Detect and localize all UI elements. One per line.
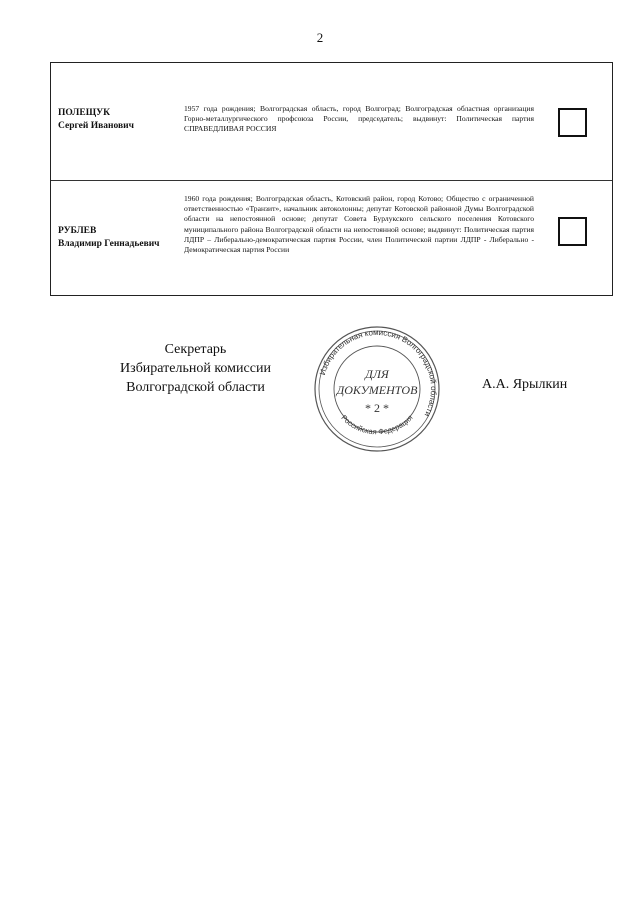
candidate-name — [58, 107, 183, 133]
stamp-ring-text: Избирательная комиссия Волгоградской области — [317, 327, 439, 419]
signatory-title-line: Избирательной комиссии — [120, 361, 271, 376]
candidate-given-names: Сергей Иванович — [58, 121, 134, 131]
ballot-table — [50, 62, 613, 296]
signatory-title — [108, 340, 283, 397]
vote-checkbox[interactable] — [558, 217, 587, 246]
vote-checkbox[interactable] — [558, 108, 587, 137]
signatory-title-line: Волгоградской области — [126, 380, 265, 395]
signatory-title-line: Секретарь — [164, 342, 227, 357]
candidate-description: 1960 года рождения; Волгоградская область, Котовский район, город Котово; Общество с ограниченной ответственностью «Транзит», начальник автоколонны; депутат Котовской районной Думы Волгоградской области на непостоянной основе; депутат Совета Бурлукского сельского поселения Котовского муниципального района Волгоградской области на непостоянной основе; выдвинут: Политическая партия ЛДПР – Либерально-демократическая партия России, член Политической партии ЛДПР - Либерально - Демократическая партия России — [184, 194, 534, 255]
candidate-given-names: Владимир Геннадьевич — [58, 239, 160, 249]
stamp-center-number: * 2 * — [365, 401, 389, 415]
candidate-row — [51, 181, 612, 295]
stamp-center-line: ДОКУМЕНТОВ — [336, 383, 418, 397]
page-number: 2 — [316, 30, 324, 45]
candidate-row — [51, 63, 612, 181]
candidate-surname: ПОЛЕЩУК — [58, 108, 111, 118]
signatory-name: А.А. Ярылкин — [482, 377, 568, 392]
candidate-name — [58, 225, 183, 251]
official-stamp — [312, 324, 442, 454]
stamp-center-line: ДЛЯ — [365, 367, 389, 381]
stamp-ring-bottom-text: Российская Федерация — [339, 413, 415, 437]
candidate-description: 1957 года рождения; Волгоградская область, город Волгоград; Волгоградская областная организация Горно-металлургического профсоюза России, председатель; выдвинут: Политическая партия СПРАВЕДЛИВАЯ РОССИЯ — [184, 104, 534, 134]
candidate-surname: РУБЛЕВ — [58, 226, 97, 236]
